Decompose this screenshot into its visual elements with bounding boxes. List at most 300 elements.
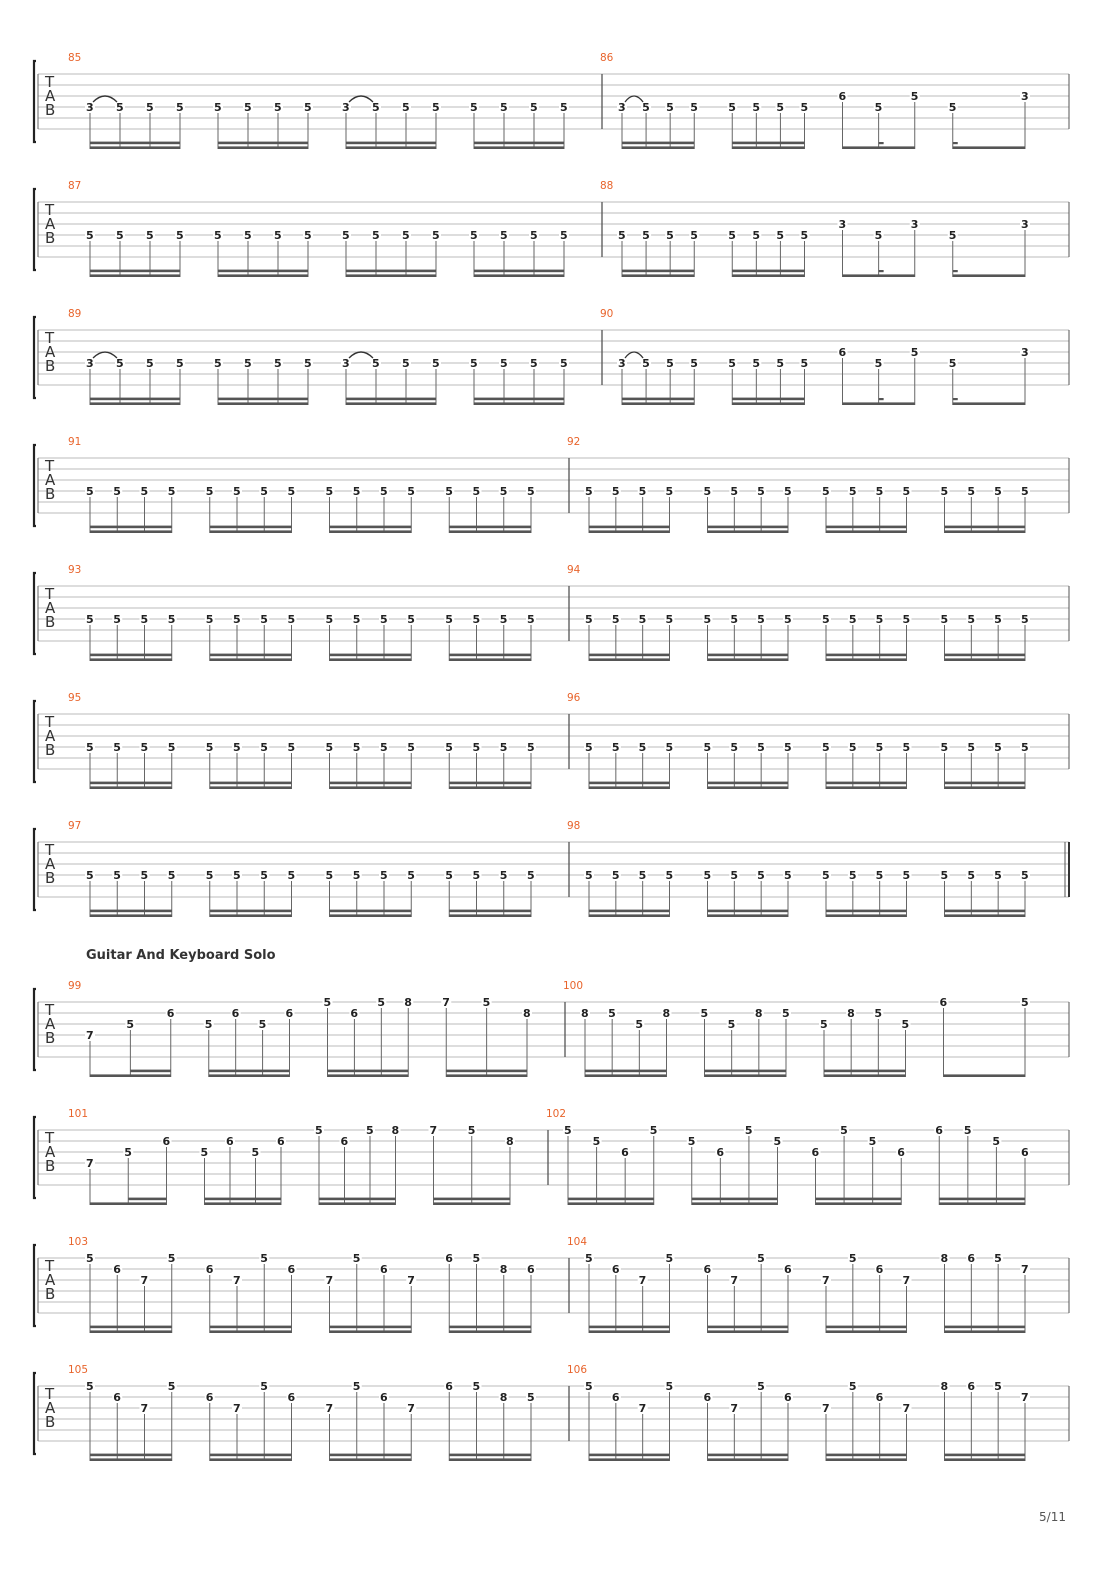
fret-number: 7 [902, 1402, 911, 1415]
beam-primary [843, 402, 915, 405]
beam-primary [953, 402, 1025, 405]
beam-primary [826, 530, 907, 533]
tab-clef-letter: A [45, 1143, 56, 1161]
fret-number: 5 [380, 485, 388, 498]
fret-number: 5 [167, 741, 176, 754]
fret-number: 7 [902, 1274, 911, 1287]
beam-primary [210, 1330, 292, 1333]
fret-number: 5 [902, 741, 911, 754]
beam-secondary [708, 1454, 789, 1457]
slur-arc [93, 352, 117, 358]
beam-primary [330, 914, 412, 917]
fret-number: 6 [875, 1391, 884, 1404]
beam-stub [879, 142, 884, 144]
fret-number: 6 [875, 1263, 884, 1276]
fret-number: 5 [967, 741, 975, 754]
fret-number: 5 [994, 1252, 1002, 1265]
measure-number: 97 [68, 820, 82, 832]
fret-number: 3 [910, 218, 919, 231]
fret-number: 5 [167, 869, 176, 882]
beam-primary [90, 658, 172, 661]
fret-number: 5 [560, 357, 568, 370]
beam-primary [210, 530, 292, 533]
fret-number: 5 [690, 357, 698, 370]
beam-secondary [826, 1454, 907, 1457]
fret-number: 5 [113, 485, 121, 498]
fret-number: 5 [233, 869, 241, 882]
tab-clef-letter: A [45, 1399, 56, 1417]
fret-number: 5 [585, 869, 593, 882]
fret-number: 5 [472, 1252, 481, 1265]
fret-number: 6 [967, 1252, 975, 1265]
beam-primary [90, 1330, 172, 1333]
fret-number: 6 [277, 1135, 285, 1148]
fret-number: 6 [350, 1007, 359, 1020]
fret-number: 5 [848, 741, 857, 754]
fret-number: 7 [429, 1124, 438, 1137]
fret-number: 5 [176, 357, 184, 370]
fret-number: 5 [113, 741, 121, 754]
fret-number: 5 [992, 1135, 1001, 1148]
beam-secondary [90, 910, 172, 913]
fret-number: 5 [116, 101, 124, 114]
fret-number: 7 [233, 1402, 241, 1415]
fret-number: 5 [665, 869, 674, 882]
fret-number: 5 [472, 869, 481, 882]
fret-number: 8 [847, 1007, 855, 1020]
beam-primary [210, 1458, 292, 1461]
beam-secondary [218, 398, 308, 401]
beam-stub [953, 270, 958, 272]
measure-number: 87 [68, 180, 82, 192]
beam-secondary [939, 1198, 1025, 1201]
fret-number: 6 [113, 1391, 121, 1404]
beam-primary [346, 274, 436, 277]
fret-number: 5 [638, 485, 647, 498]
beam-primary [945, 786, 1026, 789]
fret-number: 5 [432, 101, 440, 114]
fret-number: 6 [838, 90, 847, 103]
fret-number: 5 [940, 741, 949, 754]
fret-number: 5 [874, 1007, 882, 1020]
beam-secondary [945, 526, 1026, 529]
fret-number: 5 [585, 1252, 593, 1265]
tab-clef-letter: T [45, 457, 55, 475]
measure-number: 99 [68, 980, 82, 992]
fret-number: 5 [902, 869, 911, 882]
fret-number: 5 [407, 485, 415, 498]
system-bracket [34, 189, 36, 270]
fret-number: 5 [608, 1007, 616, 1020]
fret-number: 5 [638, 613, 647, 626]
fret-number: 5 [967, 869, 975, 882]
beam-stub [879, 270, 884, 272]
system-bracket [34, 61, 36, 142]
beam-primary [328, 1074, 409, 1077]
fret-number: 6 [784, 1263, 792, 1276]
fret-number: 5 [800, 101, 809, 114]
fret-number: 6 [939, 996, 948, 1009]
beam-secondary [692, 1198, 778, 1201]
beam-primary [319, 1202, 396, 1205]
fret-number: 5 [233, 613, 241, 626]
tab-clef-letter: A [45, 599, 56, 617]
fret-number: 5 [703, 741, 712, 754]
beam-secondary [209, 1070, 290, 1073]
fret-number: 5 [342, 229, 350, 242]
fret-number: 8 [523, 1007, 531, 1020]
fret-number: 7 [325, 1274, 334, 1287]
fret-number: 5 [167, 613, 176, 626]
beam-secondary [568, 1198, 654, 1201]
beam-secondary [589, 910, 670, 913]
fret-number: 5 [260, 1252, 268, 1265]
beam-secondary [346, 398, 436, 401]
tab-clef-letter: A [45, 855, 56, 873]
measure-number: 86 [600, 52, 614, 64]
fret-number: 5 [994, 741, 1002, 754]
tab-clef-letter: B [45, 229, 56, 247]
tab-clef-letter: T [45, 585, 55, 603]
beam-secondary [330, 654, 412, 657]
beam-primary [330, 658, 412, 661]
fret-number: 5 [432, 229, 440, 242]
fret-number: 5 [445, 613, 453, 626]
tab-clef-letter: A [45, 471, 56, 489]
beam-secondary [732, 270, 804, 273]
beam-primary [945, 1458, 1026, 1461]
fret-number: 5 [757, 485, 765, 498]
beam-secondary [90, 398, 180, 401]
fret-number: 5 [527, 613, 535, 626]
beam-primary [90, 530, 172, 533]
fret-number: 5 [372, 101, 380, 114]
fret-number: 5 [994, 613, 1002, 626]
beam-primary [218, 402, 308, 405]
fret-number: 5 [1021, 613, 1029, 626]
fret-number: 5 [205, 613, 214, 626]
measure-number: 101 [68, 1108, 89, 1120]
fret-number: 6 [703, 1263, 712, 1276]
fret-number: 5 [635, 1018, 643, 1031]
fret-number: 5 [666, 229, 674, 242]
beam-primary [945, 914, 1026, 917]
fret-number: 5 [848, 869, 857, 882]
fret-number: 5 [642, 101, 650, 114]
beam-secondary [708, 910, 789, 913]
fret-number: 5 [445, 869, 453, 882]
fret-number: 5 [260, 869, 268, 882]
system-bracket [34, 445, 36, 526]
fret-number: 7 [140, 1274, 149, 1287]
fret-number: 5 [140, 741, 149, 754]
fret-number: 5 [728, 357, 736, 370]
fret-number: 6 [340, 1135, 349, 1148]
system-bracket [34, 829, 36, 910]
fret-number: 6 [205, 1263, 214, 1276]
fret-number: 5 [665, 741, 674, 754]
beam-secondary [210, 526, 292, 529]
tab-clef-letter: B [45, 869, 56, 887]
beam-secondary [90, 654, 172, 657]
fret-number: 5 [260, 1380, 268, 1393]
fret-number: 5 [560, 229, 568, 242]
fret-number: 5 [304, 357, 312, 370]
fret-number: 5 [499, 613, 508, 626]
fret-number: 5 [304, 101, 312, 114]
system-bracket [34, 989, 36, 1070]
fret-number: 5 [205, 485, 214, 498]
fret-number: 5 [86, 229, 94, 242]
fret-number: 5 [214, 229, 222, 242]
fret-number: 5 [287, 485, 296, 498]
measure-number: 89 [68, 308, 82, 320]
fret-number: 5 [1021, 996, 1029, 1009]
beam-secondary [622, 270, 694, 273]
fret-number: 5 [527, 1391, 535, 1404]
beam-secondary [945, 654, 1026, 657]
beam-stub [879, 398, 884, 400]
fret-number: 5 [875, 741, 884, 754]
fret-number: 5 [287, 741, 296, 754]
measure-number: 102 [546, 1108, 567, 1120]
tab-clef-letter: B [45, 485, 56, 503]
beam-primary [434, 1202, 511, 1205]
beam-secondary [210, 910, 292, 913]
beam-secondary [330, 526, 412, 529]
fret-number: 6 [784, 1391, 792, 1404]
fret-number: 5 [948, 101, 957, 114]
beam-primary [622, 402, 694, 405]
beam-secondary [449, 910, 531, 913]
fret-number: 5 [611, 741, 620, 754]
fret-number: 5 [530, 229, 538, 242]
fret-number: 5 [86, 1252, 94, 1265]
fret-number: 5 [967, 613, 975, 626]
beam-secondary [328, 1070, 409, 1073]
fret-number: 7 [822, 1402, 830, 1415]
fret-number: 5 [146, 229, 154, 242]
fret-number: 5 [875, 869, 884, 882]
fret-number: 5 [500, 229, 508, 242]
fret-number: 5 [703, 485, 712, 498]
tab-clef-letter: T [45, 201, 55, 219]
fret-number: 5 [380, 613, 388, 626]
fret-number: 8 [581, 1007, 589, 1020]
fret-number: 5 [757, 741, 765, 754]
fret-number: 5 [875, 485, 884, 498]
beam-secondary [449, 654, 531, 657]
fret-number: 5 [592, 1135, 601, 1148]
fret-number: 5 [820, 1018, 828, 1031]
fret-number: 5 [840, 1124, 848, 1137]
fret-number: 5 [260, 613, 268, 626]
beam-primary [90, 274, 180, 277]
fret-number: 5 [380, 869, 388, 882]
beam-secondary [90, 526, 172, 529]
fret-number: 6 [838, 346, 847, 359]
tab-clef-letter: A [45, 87, 56, 105]
beam-secondary [945, 1454, 1026, 1457]
measure-number: 91 [68, 436, 82, 448]
fret-number: 5 [402, 101, 410, 114]
tab-clef-letter: B [45, 1413, 56, 1431]
fret-number: 5 [470, 229, 478, 242]
fret-number: 5 [994, 869, 1002, 882]
fret-number: 5 [618, 229, 626, 242]
fret-number: 5 [848, 613, 857, 626]
fret-number: 5 [727, 1018, 736, 1031]
fret-number: 5 [205, 741, 214, 754]
measure-number: 98 [567, 820, 581, 832]
beam-primary [953, 274, 1025, 277]
beam-primary [446, 1074, 527, 1077]
fret-number: 5 [407, 869, 415, 882]
fret-number: 5 [315, 1124, 323, 1137]
fret-number: 5 [205, 869, 214, 882]
beam-secondary [708, 782, 789, 785]
fret-number: 5 [665, 613, 674, 626]
fret-number: 5 [585, 741, 593, 754]
slur-arc [625, 352, 643, 358]
fret-number: 5 [116, 357, 124, 370]
measure-number: 96 [567, 692, 581, 704]
beam-primary [824, 1074, 906, 1077]
fret-number: 5 [472, 741, 481, 754]
tab-clef-letter: T [45, 329, 55, 347]
fret-number: 5 [258, 1018, 267, 1031]
fret-number: 5 [757, 1380, 765, 1393]
beam-primary [449, 786, 531, 789]
beam-primary [449, 1330, 531, 1333]
beam-primary [944, 1074, 1026, 1077]
beam-secondary [708, 526, 789, 529]
system-bracket [34, 573, 36, 654]
fret-number: 5 [800, 357, 809, 370]
fret-number: 7 [325, 1402, 334, 1415]
fret-number: 5 [874, 101, 883, 114]
fret-number: 5 [730, 613, 738, 626]
slur-arc [625, 96, 643, 102]
beam-primary [568, 1202, 654, 1205]
fret-number: 5 [402, 229, 410, 242]
fret-number: 8 [404, 996, 412, 1009]
beam-secondary [205, 1198, 282, 1201]
fret-number: 5 [1021, 741, 1029, 754]
fret-number: 7 [730, 1274, 738, 1287]
fret-number: 5 [325, 741, 334, 754]
fret-number: 7 [1021, 1263, 1029, 1276]
tab-clef-letter: T [45, 1001, 55, 1019]
beam-secondary [589, 1454, 670, 1457]
fret-number: 5 [274, 357, 282, 370]
fret-number: 5 [86, 869, 94, 882]
fret-number: 5 [499, 485, 508, 498]
fret-number: 8 [940, 1380, 949, 1393]
fret-number: 5 [323, 996, 332, 1009]
beam-secondary [90, 1454, 172, 1457]
fret-number: 7 [233, 1274, 241, 1287]
fret-number: 5 [204, 1018, 213, 1031]
fret-number: 5 [585, 485, 593, 498]
tab-clef-letter: B [45, 357, 56, 375]
measure-number: 104 [567, 1236, 588, 1248]
fret-number: 5 [352, 485, 361, 498]
fret-number: 5 [687, 1135, 696, 1148]
beam-primary [205, 1202, 282, 1205]
tab-clef-letter: B [45, 1029, 56, 1047]
beam-primary [90, 1074, 171, 1077]
beam-secondary [90, 1326, 172, 1329]
beam-primary [449, 658, 531, 661]
measure-number: 103 [68, 1236, 89, 1248]
fret-number: 5 [472, 1380, 481, 1393]
beam-secondary [446, 1070, 527, 1073]
fret-number: 5 [274, 229, 282, 242]
fret-number: 6 [716, 1146, 724, 1159]
fret-number: 5 [703, 613, 712, 626]
fret-number: 5 [86, 741, 94, 754]
fret-number: 5 [666, 357, 674, 370]
beam-secondary [945, 910, 1026, 913]
fret-number: 5 [244, 101, 252, 114]
measure-number: 100 [563, 980, 584, 992]
fret-number: 8 [499, 1391, 508, 1404]
measure-number: 92 [567, 436, 581, 448]
fret-number: 6 [611, 1263, 620, 1276]
fret-number: 5 [611, 869, 620, 882]
measure-number: 88 [600, 180, 614, 192]
beam-secondary [622, 142, 694, 145]
beam-primary [449, 1458, 531, 1461]
fret-number: 5 [948, 357, 957, 370]
fret-number: 5 [500, 357, 508, 370]
fret-number: 6 [703, 1391, 712, 1404]
fret-number: 5 [167, 1380, 176, 1393]
fret-number: 5 [500, 101, 508, 114]
fret-number: 5 [730, 741, 738, 754]
fret-number: 5 [146, 101, 154, 114]
fret-number: 6 [166, 1007, 175, 1020]
fret-number: 6 [1021, 1146, 1029, 1159]
measure-number: 106 [567, 1364, 588, 1376]
fret-number: 5 [784, 613, 792, 626]
tab-clef-letter: A [45, 343, 56, 361]
fret-number: 5 [352, 613, 361, 626]
fret-number: 5 [352, 741, 361, 754]
fret-number: 5 [638, 741, 647, 754]
beam-secondary [589, 782, 670, 785]
measure-number: 90 [600, 308, 614, 320]
fret-number: 6 [380, 1263, 388, 1276]
fret-number: 5 [776, 101, 785, 114]
beam-secondary [449, 526, 531, 529]
beam-primary [585, 1074, 667, 1077]
beam-secondary [826, 654, 907, 657]
fret-number: 7 [140, 1402, 149, 1415]
beam-secondary [732, 142, 804, 145]
beam-secondary [90, 782, 172, 785]
beam-secondary [218, 142, 308, 145]
fret-number: 7 [86, 1157, 94, 1170]
fret-number: 5 [822, 741, 830, 754]
fret-number: 6 [380, 1391, 388, 1404]
fret-number: 5 [967, 485, 975, 498]
fret-number: 5 [902, 485, 911, 498]
fret-number: 5 [874, 229, 883, 242]
fret-number: 5 [214, 357, 222, 370]
beam-primary [474, 274, 564, 277]
